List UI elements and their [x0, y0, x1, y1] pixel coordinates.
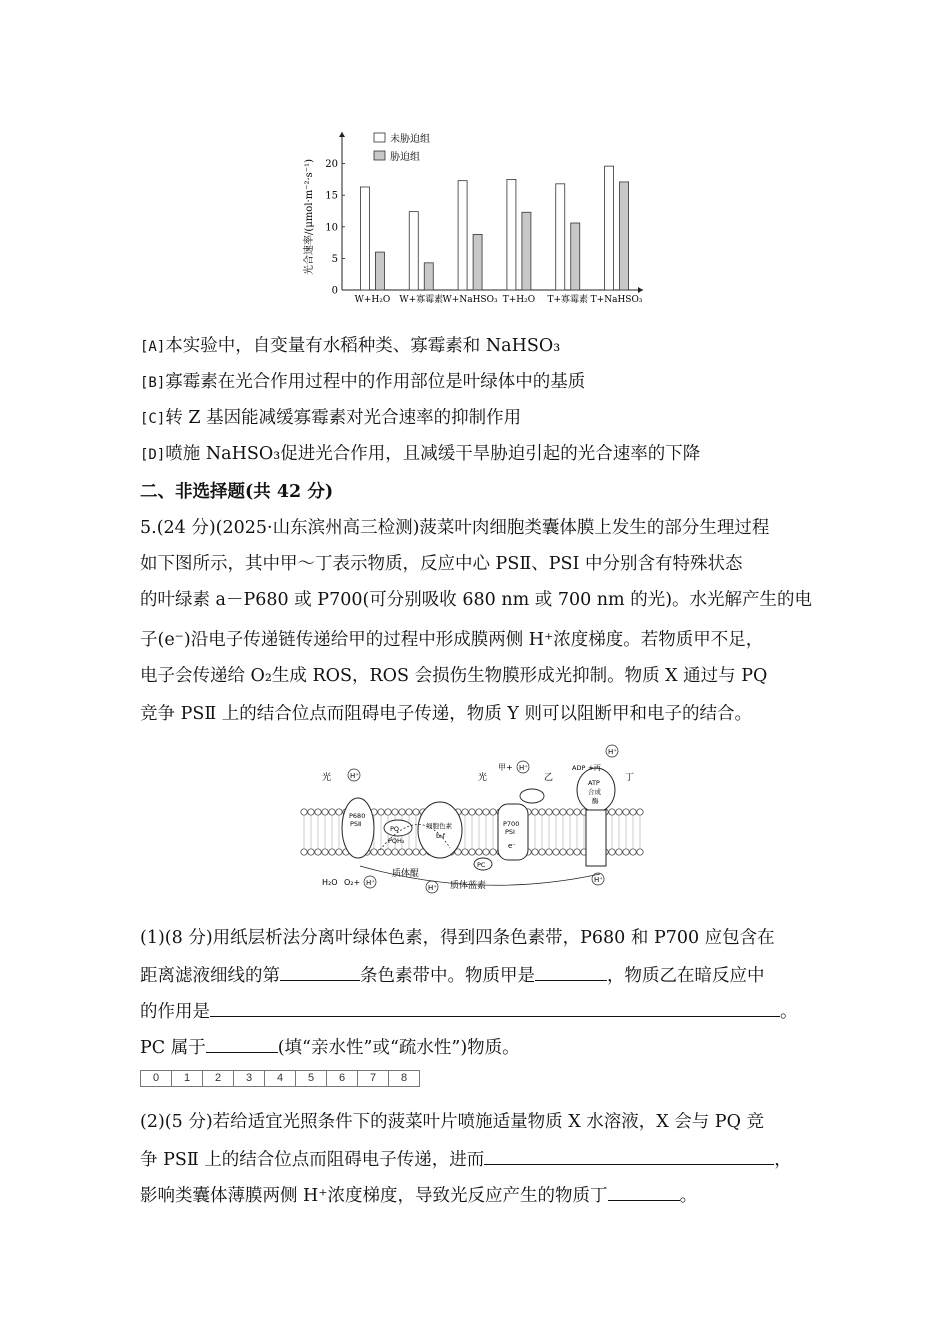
- lipid-head: [469, 809, 475, 815]
- plastocyanin-label: 质体蓝素: [450, 881, 487, 891]
- score-5[interactable]: 5: [296, 1071, 327, 1086]
- x-axis-arrow: [638, 287, 643, 293]
- option-d: [140, 442, 700, 467]
- lipid-head: [609, 849, 615, 855]
- electron-label: e⁻: [508, 842, 517, 850]
- lipid-head: [574, 809, 580, 815]
- legend-label-stressed: 胁迫组: [390, 152, 420, 163]
- h-ion-3: H⁺: [608, 748, 617, 756]
- option-a-label: [A]: [140, 339, 166, 355]
- photosynthesis-bar-chart: [298, 122, 648, 312]
- q5-line-4: 子(e⁻)沿电子传递链传递给甲的过程中形成膜两侧 H⁺浓度梯度。若物质甲不足，: [140, 630, 764, 650]
- fd-oval: [520, 789, 544, 803]
- q5-line-6: 竞争 PSⅡ 上的结合位点而阻碍电子传递，物质 Y 则可以阻断甲和电子的结合。: [140, 704, 752, 724]
- lipid-head: [609, 809, 615, 815]
- light-label-1: 光: [322, 773, 332, 783]
- legend: [374, 132, 430, 163]
- yi-label: 乙: [544, 773, 554, 783]
- q5-line-2: 如下图所示，其中甲～丁表示物质，反应中心 PSⅡ、PSⅠ 中分别含有特殊状态: [140, 554, 743, 574]
- lipid-head: [476, 809, 482, 815]
- sub1-line-4: [140, 1034, 520, 1060]
- h-ion-2: H⁺: [519, 764, 528, 772]
- lipid-head: [392, 849, 398, 855]
- pq-label: PQ: [390, 825, 400, 833]
- lipid-head: [469, 849, 475, 855]
- atp-synthase-label-2: 酶: [592, 797, 599, 805]
- answer-blank-band[interactable]: [280, 962, 360, 981]
- lipid-head: [301, 849, 307, 855]
- answer-blank-pc[interactable]: [206, 1034, 278, 1053]
- lipid-head: [413, 809, 419, 815]
- light-label-2: 光: [478, 773, 488, 783]
- option-a: [140, 334, 560, 359]
- o2-label: O₂+: [344, 878, 361, 887]
- lipid-head: [623, 809, 629, 815]
- x-tick-label: T+H₂O: [502, 295, 536, 305]
- sub2-line-3: [140, 1182, 697, 1208]
- sub1-line-1: (1)(8 分)用纸层析法分离叶绿体色素，得到四条色素带，P680 和 P700 应包含在: [140, 928, 775, 948]
- q5-line-3: 的叶绿素 a－P680 或 P700(可分别吸收 680 nm 或 700 nm 的光)。水光解产生的电: [140, 590, 813, 610]
- bar-unstressed: [556, 184, 565, 290]
- lipid-head: [539, 809, 545, 815]
- answer-blank-ding[interactable]: [608, 1182, 680, 1201]
- option-d-label: [D]: [140, 447, 166, 463]
- lipid-head: [567, 849, 573, 855]
- psii-complex: [342, 798, 374, 858]
- lipid-head: [385, 849, 391, 855]
- bar-stressed: [571, 223, 580, 290]
- sub1-line-2: [140, 962, 765, 988]
- lipid-head: [329, 849, 335, 855]
- y-tick-label: 5: [331, 253, 338, 265]
- option-b-label: [B]: [140, 375, 166, 391]
- lipid-head: [546, 849, 552, 855]
- option-b: [140, 370, 585, 395]
- sub2-line-1: (2)(5 分)若给适宜光照条件下的菠菜叶片喷施适量物质 X 水溶液，X 会与 PQ 竞: [140, 1112, 764, 1132]
- legend-swatch-stressed: [374, 151, 385, 160]
- thylakoid-membrane-diagram: [300, 740, 645, 898]
- bar-unstressed: [360, 187, 369, 290]
- lipid-head: [336, 849, 342, 855]
- bar-unstressed: [409, 212, 418, 290]
- score-8[interactable]: 8: [400, 1072, 408, 1084]
- answer-blank-jia[interactable]: [535, 962, 607, 981]
- bar-stressed: [375, 252, 384, 290]
- sub2-text-b2: ，: [774, 1150, 792, 1170]
- lipid-head: [336, 809, 342, 815]
- bar-stressed: [620, 182, 629, 290]
- x-tick-label: T+NaHSO₃: [590, 295, 643, 305]
- x-tick-label: W+NaHSO₃: [442, 295, 498, 305]
- lipid-head: [371, 849, 377, 855]
- sub1-line-3: [140, 998, 798, 1024]
- lipid-head: [560, 809, 566, 815]
- y-tick-label: 20: [325, 159, 338, 171]
- lipid-head: [301, 809, 307, 815]
- score-scale: [140, 1070, 420, 1087]
- y-tick-label: 0: [331, 285, 338, 297]
- jia-label: 甲+: [498, 763, 513, 772]
- score-1[interactable]: 1: [172, 1071, 203, 1086]
- atp-synthase-stalk: [586, 810, 606, 866]
- sub1-text-b1: 距离滤液细线的第: [140, 966, 280, 986]
- sub1-text-b3: ，物质乙在暗反应中: [607, 966, 765, 986]
- x-tick-label: W+H₂O: [354, 295, 391, 305]
- lipid-head: [637, 849, 643, 855]
- lipid-head: [546, 809, 552, 815]
- option-b-text: 寡霉素在光合作用过程中的作用部位是叶绿体中的基质: [165, 372, 586, 392]
- cytochrome-b6f-label: b₆f: [436, 832, 446, 840]
- lipid-head: [406, 809, 412, 815]
- sub2-text-c1: 影响类囊体薄膜两侧 H⁺浓度梯度，导致光反应产生的物质丁: [140, 1186, 608, 1206]
- psi-label: PSⅠ: [505, 828, 515, 836]
- bar-stressed: [424, 263, 433, 290]
- lipid-head: [483, 809, 489, 815]
- bar-unstressed: [507, 179, 516, 290]
- h-ion-1: H⁺: [350, 772, 359, 780]
- lipid-head: [532, 809, 538, 815]
- pqh2-label: PQH₂: [388, 837, 405, 845]
- lipid-head: [637, 809, 643, 815]
- adp-label: ADP: [572, 764, 586, 772]
- plastoquinone-label: 质体醌: [392, 869, 420, 879]
- lipid-head: [623, 849, 629, 855]
- legend-swatch-unstressed: [374, 133, 385, 142]
- lipid-head: [574, 849, 580, 855]
- bar-unstressed: [605, 166, 614, 290]
- q5-line-5: 电子会传递给 O₂生成 ROS，ROS 会损伤生物膜形成光抑制。物质 X 通过与 PQ: [140, 666, 768, 686]
- option-a-text: 本实验中，自变量有水稻种类、寡霉素和 NaHSO₃: [165, 336, 561, 356]
- bing-label: +丙: [588, 764, 601, 772]
- psii-p680-label: P680: [349, 812, 366, 820]
- h-ion-5: H⁺: [428, 884, 437, 892]
- lipid-head: [315, 849, 321, 855]
- bar-unstressed: [458, 181, 467, 290]
- option-d-text: 喷施 NaHSO₃促进光合作用，且减缓干旱胁迫引起的光合速率的下降: [165, 444, 701, 464]
- cytochrome-label: 细胞色素: [426, 822, 452, 830]
- lipid-head: [490, 809, 496, 815]
- lipid-head: [406, 849, 412, 855]
- lipid-head: [553, 849, 559, 855]
- x-tick-label: T+寡霉素: [547, 295, 589, 305]
- pc-label: PC: [477, 861, 486, 869]
- lipid-head: [413, 849, 419, 855]
- atp-synthase-label-1: 合成: [588, 788, 601, 796]
- lipid-head: [378, 849, 384, 855]
- q5-line-1: 5.(24 分)(2025·山东滨州高三检测)菠菜叶肉细胞类囊体膜上发生的部分生理过程: [140, 518, 770, 538]
- sub2-text-c2: 。: [679, 1186, 698, 1206]
- sub2-text-b1: 争 PSⅡ 上的结合位点而阻碍电子传递，进而: [140, 1150, 485, 1170]
- h-ion-4: H⁺: [366, 879, 375, 887]
- lipid-head: [308, 849, 314, 855]
- lipid-head: [315, 809, 321, 815]
- lipid-head: [462, 849, 468, 855]
- lipid-head: [385, 809, 391, 815]
- y-tick-label: 10: [325, 222, 338, 234]
- lipid-head: [399, 849, 405, 855]
- score-3[interactable]: 3: [234, 1071, 265, 1086]
- lipid-head: [322, 809, 328, 815]
- lipid-head: [560, 849, 566, 855]
- score-0[interactable]: 0: [141, 1071, 172, 1086]
- h-ion-6: H⁺: [594, 876, 603, 884]
- lipid-head: [378, 809, 384, 815]
- y-axis-arrow: [339, 132, 345, 137]
- sub1-text-c1: 的作用是: [140, 1002, 210, 1022]
- lipid-head: [476, 849, 482, 855]
- lipid-head: [490, 849, 496, 855]
- lipid-head: [553, 809, 559, 815]
- score-2[interactable]: 2: [203, 1071, 234, 1086]
- bar-stressed: [522, 212, 531, 290]
- atp-label: ATP: [588, 779, 600, 787]
- sub1-text-d2: (填“亲水性”或“疏水性”)物质。: [277, 1038, 520, 1058]
- lipid-head: [308, 809, 314, 815]
- y-tick-label: 15: [325, 190, 338, 202]
- lipid-head: [539, 849, 545, 855]
- lipid-head: [616, 849, 622, 855]
- sub2-line-2: [140, 1146, 792, 1172]
- lipid-head: [630, 809, 636, 815]
- psi-p700-label: P700: [503, 820, 520, 828]
- h2o-label: H₂O: [322, 878, 338, 887]
- lipid-head: [399, 809, 405, 815]
- score-7[interactable]: 7: [358, 1071, 389, 1086]
- lipid-head: [462, 809, 468, 815]
- score-6[interactable]: 6: [327, 1071, 358, 1086]
- sub1-text-d1: PC 属于: [140, 1038, 206, 1058]
- cytochrome-complex: [418, 802, 462, 858]
- ding-label: 丁: [625, 773, 635, 783]
- lipid-head: [630, 849, 636, 855]
- legend-label-unstressed: 未胁迫组: [390, 134, 430, 145]
- sub1-text-b2: 条色素带中。物质甲是: [360, 966, 535, 986]
- lipid-head: [616, 809, 622, 815]
- psii-label: PSⅡ: [350, 820, 362, 828]
- lipid-head: [483, 849, 489, 855]
- lipid-head: [329, 809, 335, 815]
- lipid-head: [392, 809, 398, 815]
- sub1-text-c2: 。: [780, 1002, 798, 1022]
- answer-blank-yi-role[interactable]: [210, 998, 780, 1017]
- option-c-text: 转 Z 基因能减缓寡霉素对光合速率的抑制作用: [165, 408, 522, 428]
- lipid-head: [322, 849, 328, 855]
- answer-blank-consequence[interactable]: [484, 1146, 774, 1165]
- lipid-head: [567, 809, 573, 815]
- x-tick-label: W+寡霉素: [399, 295, 444, 305]
- option-c: [140, 406, 521, 431]
- y-axis-label: 光合速率/(μmol·m⁻²·s⁻¹): [304, 159, 315, 275]
- option-c-label: [C]: [140, 411, 166, 427]
- section-title: 二、非选择题(共 42 分): [140, 482, 334, 502]
- lipid-head: [532, 849, 538, 855]
- bar-stressed: [473, 234, 482, 290]
- score-4[interactable]: 4: [265, 1071, 296, 1086]
